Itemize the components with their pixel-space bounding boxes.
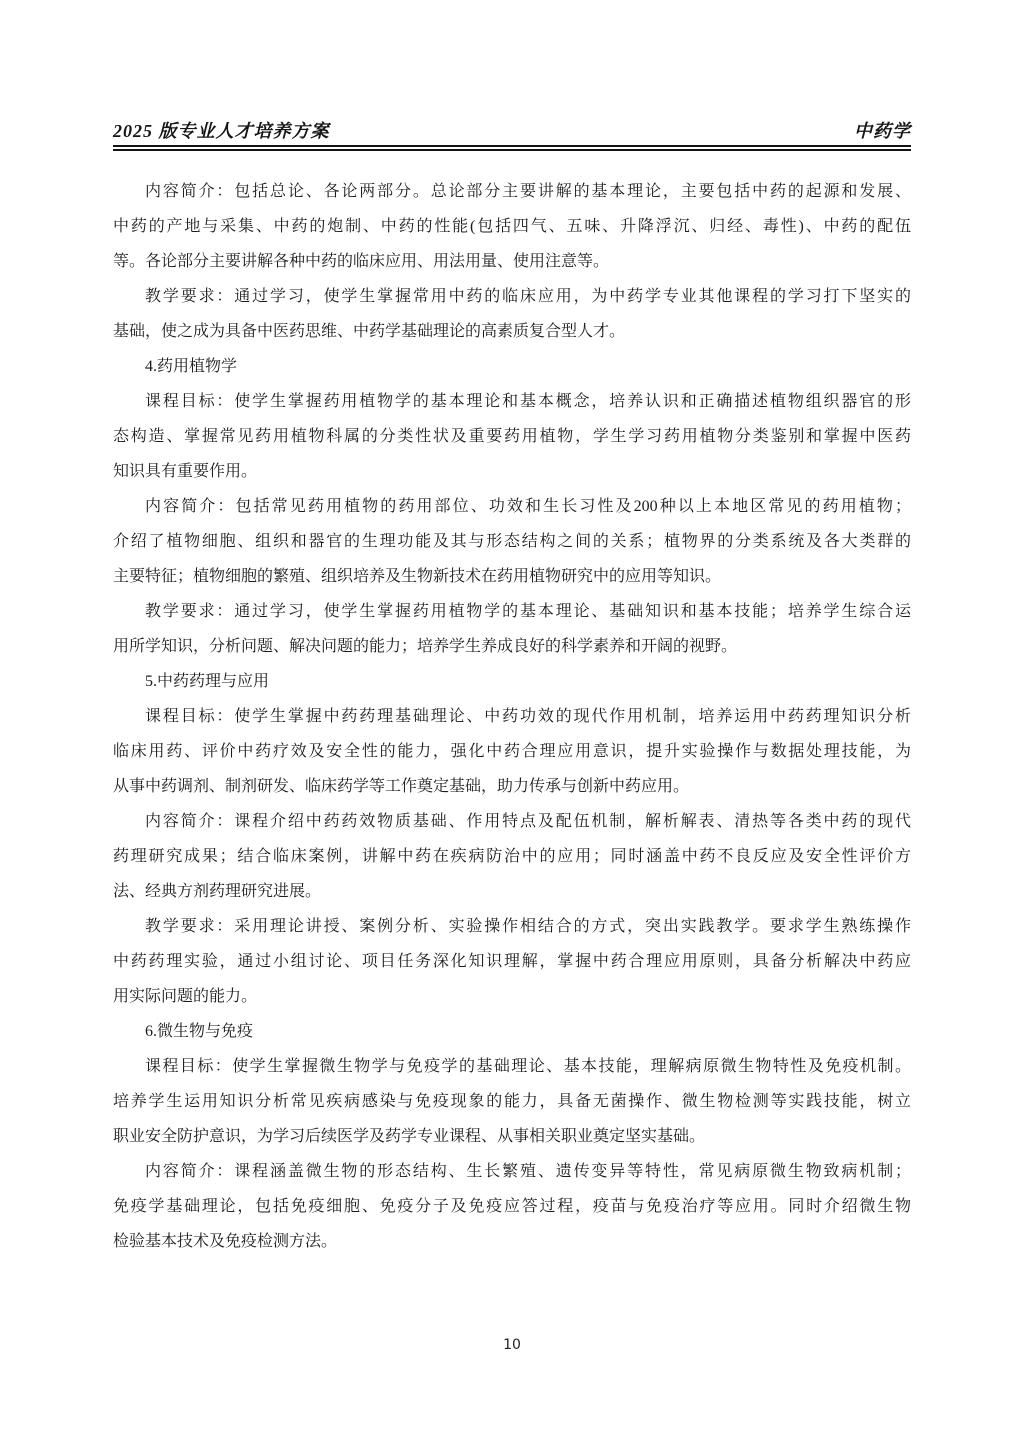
text-line: 教学要求：采用理论讲授、案例分析、实验操作相结合的方式，突出实践教学。要求学生熟练操作 xyxy=(145,918,911,935)
text-line: 态构造、掌握常见药用植物科属的分类性状及重要药用植物，学生学习药用植物分类鉴别和掌握中医药 xyxy=(113,428,911,445)
header-double-rule xyxy=(113,145,911,151)
text-line: 课程目标：使学生掌握微生物学与免疫学的基础理论、基本技能，理解病原微生物特性及免疫机制。 xyxy=(145,1058,911,1075)
document-body xyxy=(113,174,911,1259)
text-line: 用实际问题的能力。 xyxy=(113,988,258,1005)
text-line: 临床用药、评价中药疗效及安全性的能力，强化中药合理应用意识，提升实验操作与数据处理技能，为 xyxy=(113,743,911,760)
paragraph xyxy=(113,1014,911,1049)
text-line: 内容简介：包括总论、各论两部分。总论部分主要讲解的基本理论，主要包括中药的起源和发展、 xyxy=(145,183,911,200)
paragraph xyxy=(113,489,911,594)
text-line: 课程目标：使学生掌握中药药理基础理论、中药功效的现代作用机制，培养运用中药药理知识分析 xyxy=(145,708,911,725)
paragraph xyxy=(113,174,911,279)
text-line: 等。各论部分主要讲解各种中药的临床应用、用法用量、使用注意等。 xyxy=(113,253,610,270)
text-line: 介绍了植物细胞、组织和器官的生理功能及其与形态结构之间的关系；植物界的分类系统及各大类群的 xyxy=(113,533,911,550)
text-line: 中药的产地与采集、中药的炮制、中药的性能(包括四气、五味、升降浮沉、归经、毒性)、中药的配伍 xyxy=(113,218,911,235)
paragraph xyxy=(113,279,911,349)
page-footer xyxy=(113,1336,911,1354)
text-line: 课程目标：使学生掌握药用植物学的基本理论和基本概念，培养认识和正确描述植物组织器官的形 xyxy=(145,393,911,410)
text-line: 职业安全防护意识，为学习后续医学及药学专业课程、从事相关职业奠定坚实基础。 xyxy=(113,1128,706,1145)
text-line: 教学要求：通过学习，使学生掌握药用植物学的基本理论、基础知识和基本技能；培养学生综合运 xyxy=(145,603,911,620)
text-line: 用所学知识，分析问题、解决问题的能力；培养学生养成良好的科学素养和开阔的视野。 xyxy=(113,638,738,655)
text-line: 从事中药调剂、制剂研发、临床药学等工作奠定基础，助力传承与创新中药应用。 xyxy=(113,778,690,795)
page-header xyxy=(113,120,911,151)
text-line: 中药药理实验，通过小组讨论、项目任务深化知识理解，掌握中药合理应用原则，具备分析解决中药应 xyxy=(113,953,911,970)
text-line: 内容简介：包括常见药用植物的药用部位、功效和生长习性及200种以上本地区常见的药用植物； xyxy=(145,498,911,515)
header-left-title: 2025 版专业人才培养方案 xyxy=(113,121,330,141)
header-right-title: 中药学 xyxy=(854,121,911,141)
text-line: 法、经典方剂药理研究进展。 xyxy=(113,883,322,900)
paragraph xyxy=(113,594,911,664)
paragraph xyxy=(113,349,911,384)
text-line: 药理研究成果；结合临床案例，讲解中药在疾病防治中的应用；同时涵盖中药不良反应及安全性评价方 xyxy=(113,848,911,865)
page-number: 10 xyxy=(503,1337,521,1353)
text-line: 培养学生运用知识分析常见疾病感染与免疫现象的能力，具备无菌操作、微生物检测等实践技能，树立 xyxy=(113,1093,911,1110)
text-line: 4.药用植物学 xyxy=(145,358,238,375)
text-line: 检验基本技术及免疫检测方法。 xyxy=(113,1233,338,1250)
paragraph xyxy=(113,909,911,1014)
text-line: 6.微生物与免疫 xyxy=(145,1023,254,1040)
paragraph xyxy=(113,664,911,699)
text-line: 内容简介：课程涵盖微生物的形态结构、生长繁殖、遗传变异等特性，常见病原微生物致病机制； xyxy=(145,1163,911,1180)
paragraph xyxy=(113,1049,911,1154)
paragraph xyxy=(113,1154,911,1259)
paragraph xyxy=(113,699,911,804)
paragraph xyxy=(113,384,911,489)
text-line: 免疫学基础理论，包括免疫细胞、免疫分子及免疫应答过程，疫苗与免疫治疗等应用。同时介绍微生物 xyxy=(113,1198,911,1215)
paragraph xyxy=(113,804,911,909)
text-line: 内容简介：课程介绍中药药效物质基础、作用特点及配伍机制，解析解表、清热等各类中药的现代 xyxy=(145,813,911,830)
text-line: 教学要求：通过学习，使学生掌握常用中药的临床应用，为中药学专业其他课程的学习打下坚实的 xyxy=(145,288,911,305)
text-line: 主要特征；植物细胞的繁殖、组织培养及生物新技术在药用植物研究中的应用等知识。 xyxy=(113,568,722,585)
header-row xyxy=(113,120,911,142)
text-line: 基础，使之成为具备中医药思维、中药学基础理论的高素质复合型人才。 xyxy=(113,323,626,340)
text-line: 知识具有重要作用。 xyxy=(113,463,258,480)
text-line: 5.中药药理与应用 xyxy=(145,673,270,690)
